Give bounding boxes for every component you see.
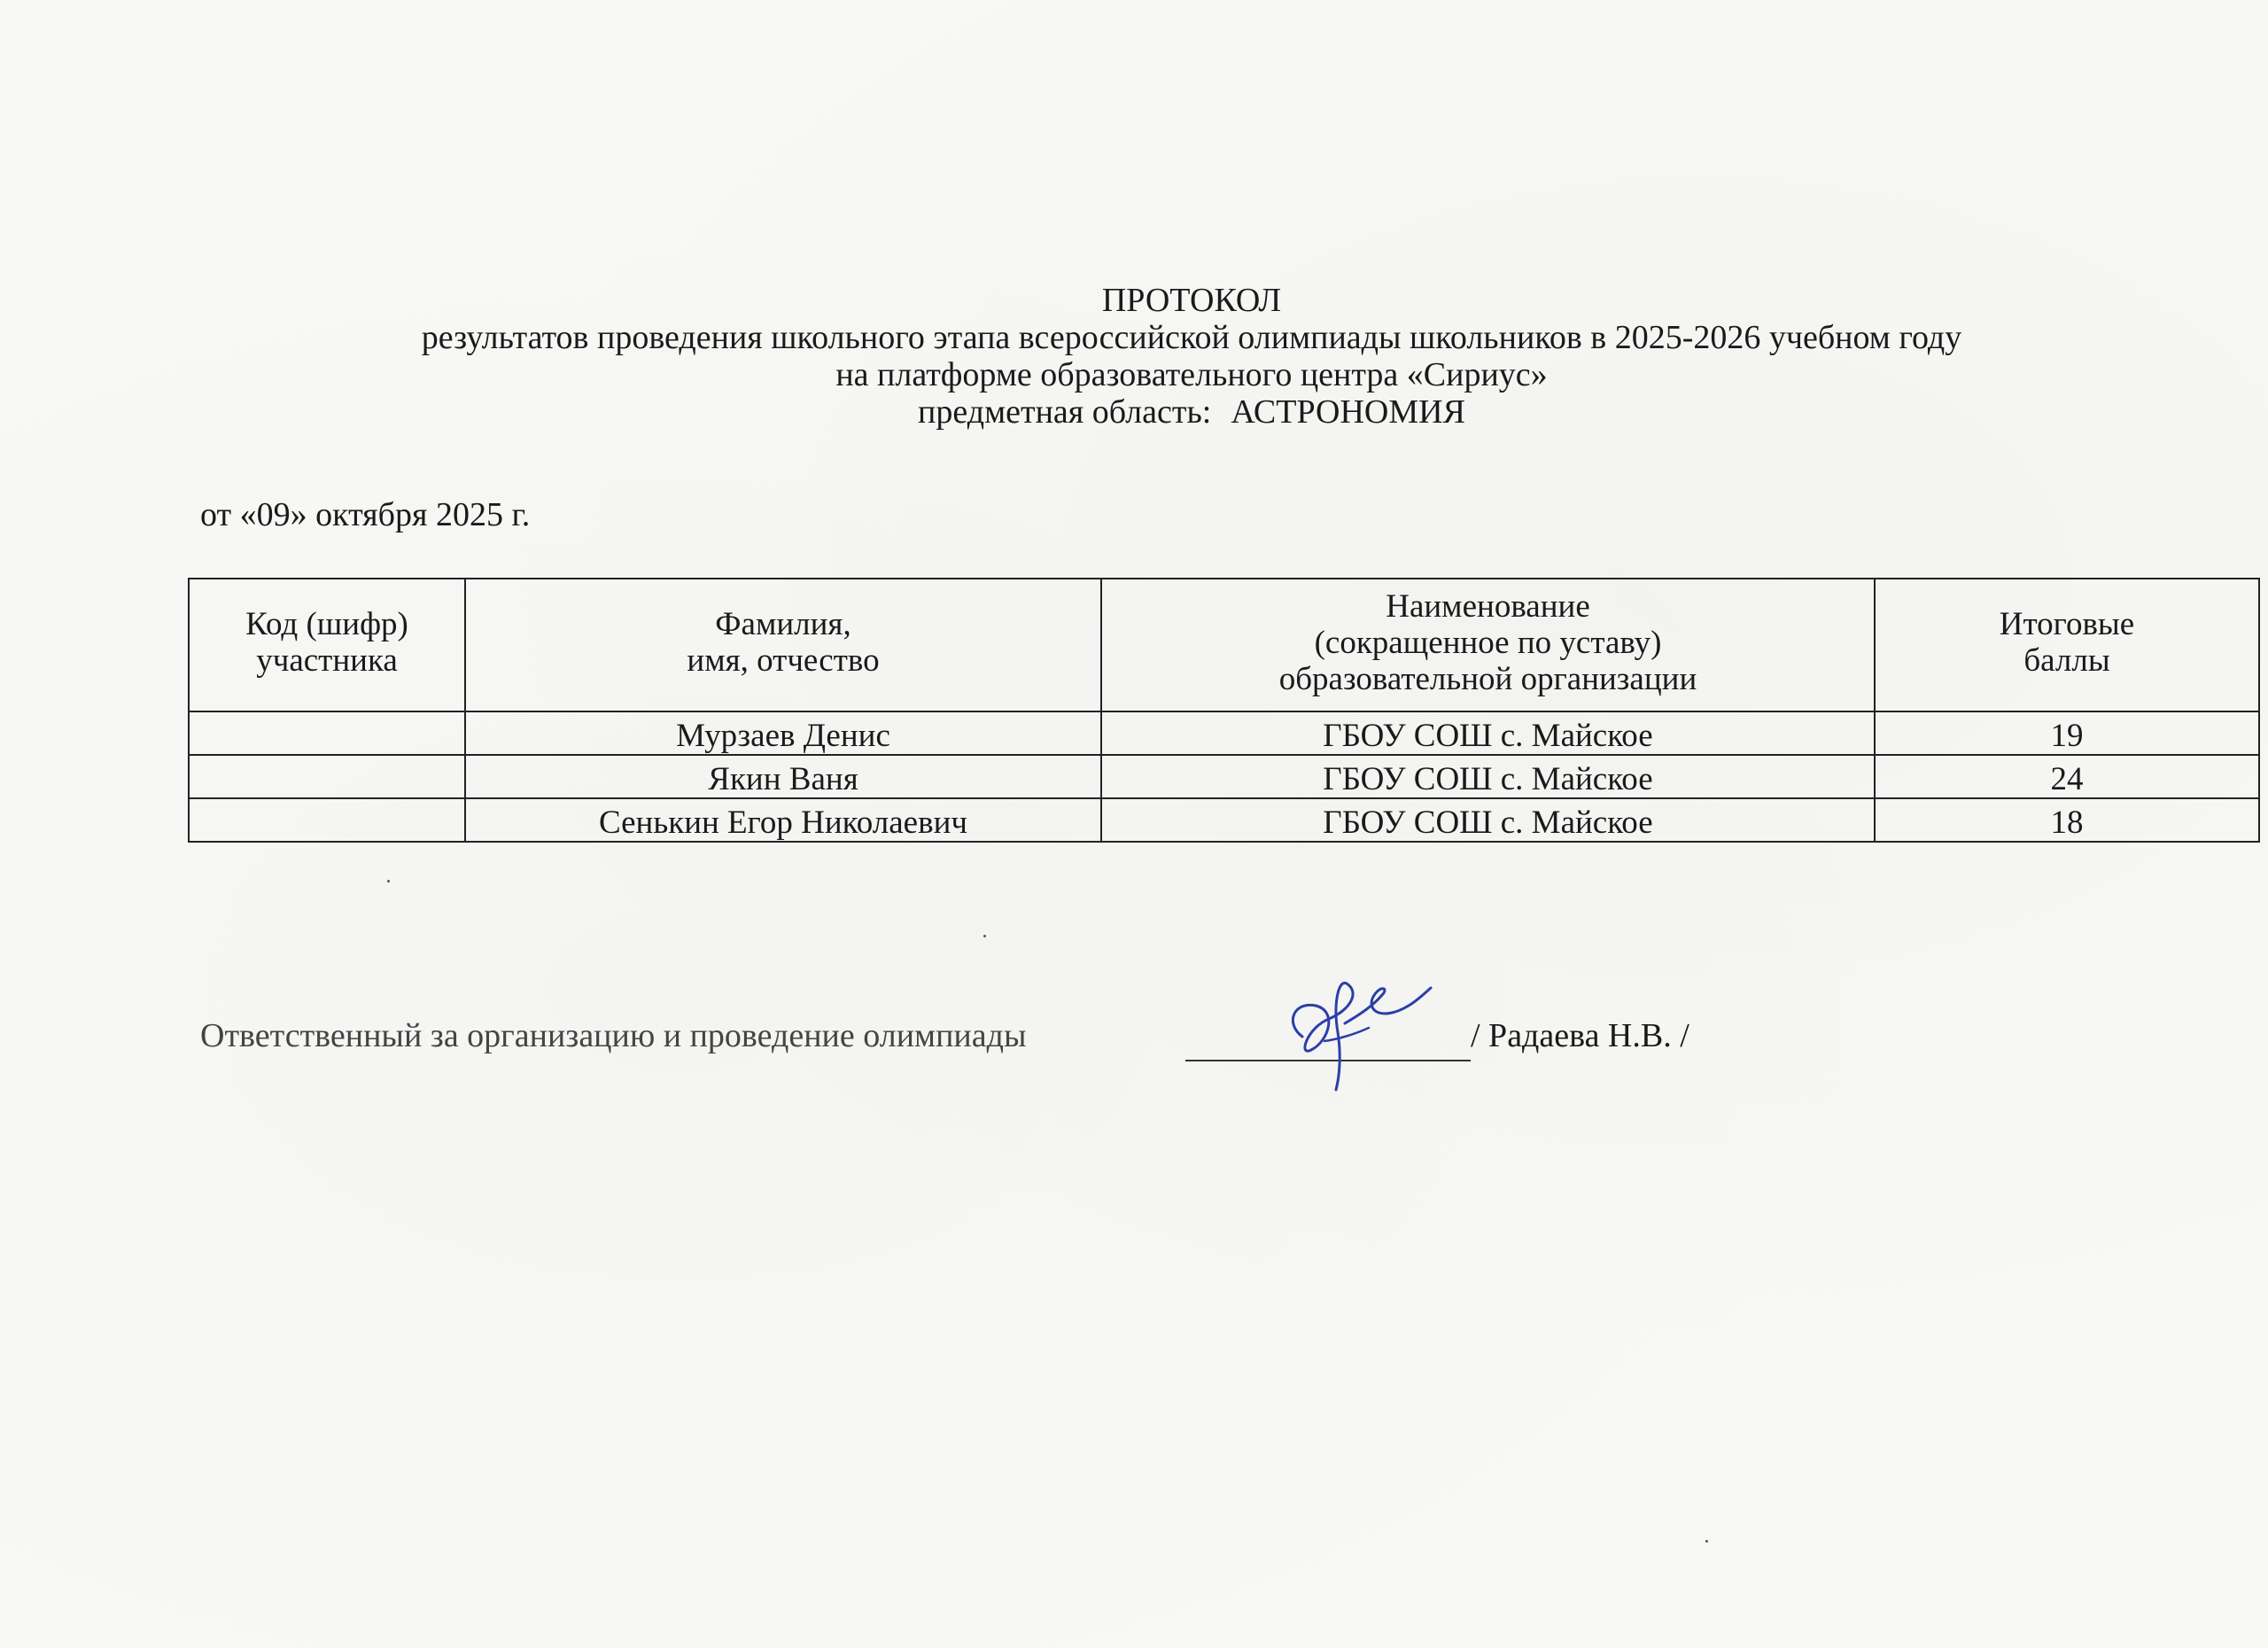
document-subtitle-line2: на платформе образовательного центра «Сириус»: [835, 356, 1548, 393]
table-row: [189, 711, 2259, 755]
cell-name: Якин Ваня: [465, 755, 1101, 798]
responsible-person-label: Ответственный за организацию и проведение олимпиады: [200, 1017, 1027, 1054]
header-name-line: имя, отчество: [687, 642, 880, 679]
header-code: [189, 579, 465, 711]
header-org-line: образовательной организации: [1278, 660, 1697, 697]
header-score-line: Итоговые: [1999, 606, 2135, 642]
header-name: [465, 579, 1101, 711]
table-row: [189, 798, 2259, 842]
table-header-row: [189, 579, 2259, 711]
document-subtitle-line1: результатов проведения школьного этапа всероссийской олимпиады школьников в 2025-2026 учебном году: [421, 319, 1962, 356]
header-org: [1101, 579, 1875, 711]
handwritten-signature: [1276, 952, 1435, 1094]
cell-score: 18: [1875, 798, 2259, 842]
header-code-line: участника: [256, 642, 398, 679]
results-table: [188, 578, 2260, 843]
subject-label: предметная область:: [918, 393, 1212, 431]
header-code-line: Код (шифр): [245, 606, 408, 642]
subject-value: АСТРОНОМИЯ: [1231, 393, 1465, 431]
cell-code: [189, 711, 465, 755]
cell-code: [189, 755, 465, 798]
header-score-line: баллы: [2023, 642, 2110, 679]
subject-line: [0, 393, 2268, 431]
responsible-person-name: / Радаева Н.В. /: [1471, 1017, 1689, 1054]
table-row: [189, 755, 2259, 798]
cell-code: [189, 798, 465, 842]
cell-org: ГБОУ СОШ с. Майское: [1101, 798, 1875, 842]
cell-org: ГБОУ СОШ с. Майское: [1101, 711, 1875, 755]
cell-name: Сенькин Егор Николаевич: [465, 798, 1101, 842]
document-heading: [0, 282, 2268, 431]
header-score: [1875, 579, 2259, 711]
protocol-date: от «09» октября 2025 г.: [200, 496, 531, 533]
cell-name: Мурзаев Денис: [465, 711, 1101, 755]
cell-score: 24: [1875, 755, 2259, 798]
document-title: ПРОТОКОЛ: [1101, 282, 1282, 319]
cell-score: 19: [1875, 711, 2259, 755]
header-org-line: (сокращенное по уставу): [1314, 624, 1662, 661]
cell-org: ГБОУ СОШ с. Майское: [1101, 755, 1875, 798]
header-org-line: Наименование: [1386, 587, 1590, 625]
header-name-line: Фамилия,: [715, 606, 851, 642]
